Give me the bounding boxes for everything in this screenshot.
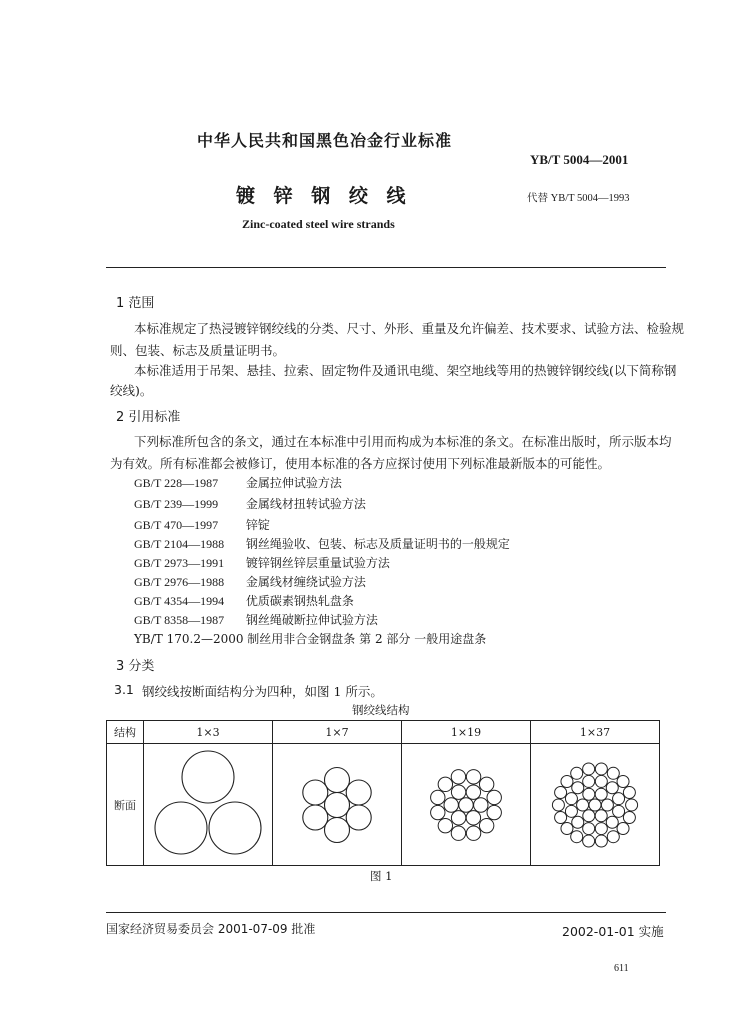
wire-circle <box>466 826 480 840</box>
wire-circle <box>626 799 638 811</box>
wire-circle <box>552 799 564 811</box>
column-1x37: 1×37 <box>531 721 660 744</box>
reference-title: 金属线材扭转试验方法 <box>245 497 366 511</box>
wire-circle <box>555 811 567 823</box>
reference-title: 金属拉伸试验方法 <box>245 476 342 490</box>
reference-code: GB/T 2973—1991 <box>134 556 225 570</box>
column-1x7: 1×7 <box>273 721 402 744</box>
wire-circle <box>474 797 488 811</box>
wire-circle <box>451 769 465 783</box>
wire-circle <box>572 816 584 828</box>
section1-para2-line2: 绞线)。 <box>110 383 153 398</box>
wire-circle <box>617 822 629 834</box>
wire-circle <box>617 775 629 787</box>
clause-text: 钢绞线按断面结构分为四种，如图 1 所示。 <box>142 684 383 699</box>
strand-1x37-diagram <box>543 753 647 857</box>
section-1x37-cell <box>531 744 660 866</box>
reference-title: 镀锌钢丝锌层重量试验方法 <box>245 556 390 570</box>
wire-circle <box>479 777 493 791</box>
clause-number: 3.1 <box>114 682 134 697</box>
reference-code: GB/T 2104—1988 <box>134 537 225 551</box>
reference-code: GB/T 8358—1987 <box>134 613 225 627</box>
reference-item <box>134 474 342 491</box>
strand-1x19-diagram <box>421 760 511 850</box>
reference-item <box>134 554 390 571</box>
wire-circle <box>583 788 595 800</box>
section-1x3-cell <box>144 744 273 866</box>
section2-intro-line2: 为有效。所有标准都会被修订，使用本标准的各方应探讨使用下列标准最新版本的可能性。 <box>110 456 611 471</box>
reference-item <box>134 535 510 552</box>
row-label-structure: 结构 <box>107 721 144 744</box>
reference-code: GB/T 228—1987 <box>134 476 219 490</box>
wire-circle <box>451 826 465 840</box>
wire-circle <box>623 786 635 798</box>
wire-circle <box>595 788 607 800</box>
wire-circle <box>607 767 619 779</box>
wire-circle <box>572 781 584 793</box>
org-title: 中华人民共和国黑色冶金行业标准 <box>197 131 453 150</box>
section1-para1-line1: 本标准规定了热浸镀锌钢绞线的分类、尺寸、外形、重量及允许偏差、技术要求、试验方法、检验规 <box>134 321 685 336</box>
wire-circle <box>466 784 480 798</box>
wire-circle <box>561 775 573 787</box>
strand-1x7-diagram <box>297 765 377 845</box>
wire-circle <box>623 811 635 823</box>
wire-circle <box>565 805 577 817</box>
wire-circle <box>601 799 613 811</box>
wire-circle <box>459 797 473 811</box>
column-1x19: 1×19 <box>402 721 531 744</box>
reference-item <box>134 495 366 512</box>
wire-circle <box>595 809 607 821</box>
title-cn: 镀 锌 钢 绞 线 <box>236 185 412 207</box>
reference-code: GB/T 470—1997 <box>134 518 219 532</box>
wire-circle <box>451 784 465 798</box>
wire-circle <box>595 762 607 774</box>
wire-circle <box>451 810 465 824</box>
figure-caption: 图 1 <box>370 869 393 883</box>
section2-heading: 2 引用标准 <box>116 410 181 425</box>
wire-circle <box>466 769 480 783</box>
wire-circle <box>589 799 601 811</box>
effective-date: 2002-01-01 实施 <box>562 924 664 939</box>
reference-code: GB/T 4354—1994 <box>134 594 225 608</box>
standard-number: YB/T 5004—2001 <box>530 152 629 167</box>
wire-circle <box>577 799 589 811</box>
reference-item <box>134 592 354 609</box>
section1-para2-line1: 本标准适用于吊架、悬挂、拉索、固定物件及通讯电缆、架空地线等用的热镀锌钢绞线(以下简称钢 <box>134 363 677 378</box>
reference-title: 金属线材缠绕试验方法 <box>245 575 366 589</box>
wire-circle <box>444 797 458 811</box>
reference-title: 钢丝绳破断拉伸试验方法 <box>245 613 378 627</box>
wire-circle <box>487 790 501 804</box>
wire-circle <box>595 835 607 847</box>
reference-code: GB/T 2976—1988 <box>134 575 225 589</box>
row-label-section: 断面 <box>107 744 144 866</box>
wire-circle <box>595 822 607 834</box>
wire-circle <box>595 775 607 787</box>
wire-circle <box>466 810 480 824</box>
wire-circle <box>583 809 595 821</box>
wire-circle <box>565 792 577 804</box>
title-en: Zinc-coated steel wire strands <box>242 217 395 231</box>
page-number: 611 <box>614 963 629 974</box>
wire-circle <box>606 816 618 828</box>
wire-circle <box>613 792 625 804</box>
wire-circle <box>438 818 452 832</box>
approval-date: 国家经济贸易委员会 2001-07-09 批准 <box>106 922 316 936</box>
wire-circle <box>561 822 573 834</box>
reference-item-last: YB/T 170.2—2000 制丝用非合金钢盘条 第 2 部分 一般用途盘条 <box>134 632 487 646</box>
wire-circle <box>613 805 625 817</box>
header-divider <box>106 267 666 268</box>
wire-circle <box>571 830 583 842</box>
reference-item <box>134 611 378 628</box>
wire-circle <box>607 830 619 842</box>
wire-circle <box>487 805 501 819</box>
figure-caption-top: 钢绞线结构 <box>352 703 410 717</box>
reference-title: 钢丝绳验收、包装、标志及质量证明书的一般规定 <box>245 537 510 551</box>
footer-divider <box>106 912 666 913</box>
section2-intro-line1: 下列标准所包含的条文，通过在本标准中引用而构成为本标准的条文。在标准出版时，所示版本均 <box>134 434 672 449</box>
strand-structure-figure <box>106 720 660 866</box>
wire-circle <box>571 767 583 779</box>
section1-heading: 1 范围 <box>116 296 155 311</box>
wire-circle <box>583 822 595 834</box>
reference-title: 锌锭 <box>245 518 270 532</box>
section-1x19-cell <box>402 744 531 866</box>
wire-circle <box>431 790 445 804</box>
reference-title: 优质碳素钢热轧盘条 <box>245 594 354 608</box>
reference-code: GB/T 239—1999 <box>134 497 219 511</box>
wire-circle <box>606 781 618 793</box>
wire-circle <box>583 835 595 847</box>
wire-circle <box>438 777 452 791</box>
strand-1x3-diagram <box>152 749 264 861</box>
wire-circle <box>431 805 445 819</box>
wire-circle <box>583 775 595 787</box>
reference-item <box>134 516 270 533</box>
reference-item <box>134 573 366 590</box>
wire-circle <box>583 762 595 774</box>
column-1x3: 1×3 <box>144 721 273 744</box>
wire-circle <box>555 786 567 798</box>
wire-circle <box>479 818 493 832</box>
section3-heading: 3 分类 <box>116 659 155 674</box>
supersedes-note: 代替 YB/T 5004—1993 <box>527 193 630 204</box>
section-1x7-cell <box>273 744 402 866</box>
section1-para1-line2: 则、包装、标志及质量证明书。 <box>110 343 286 358</box>
